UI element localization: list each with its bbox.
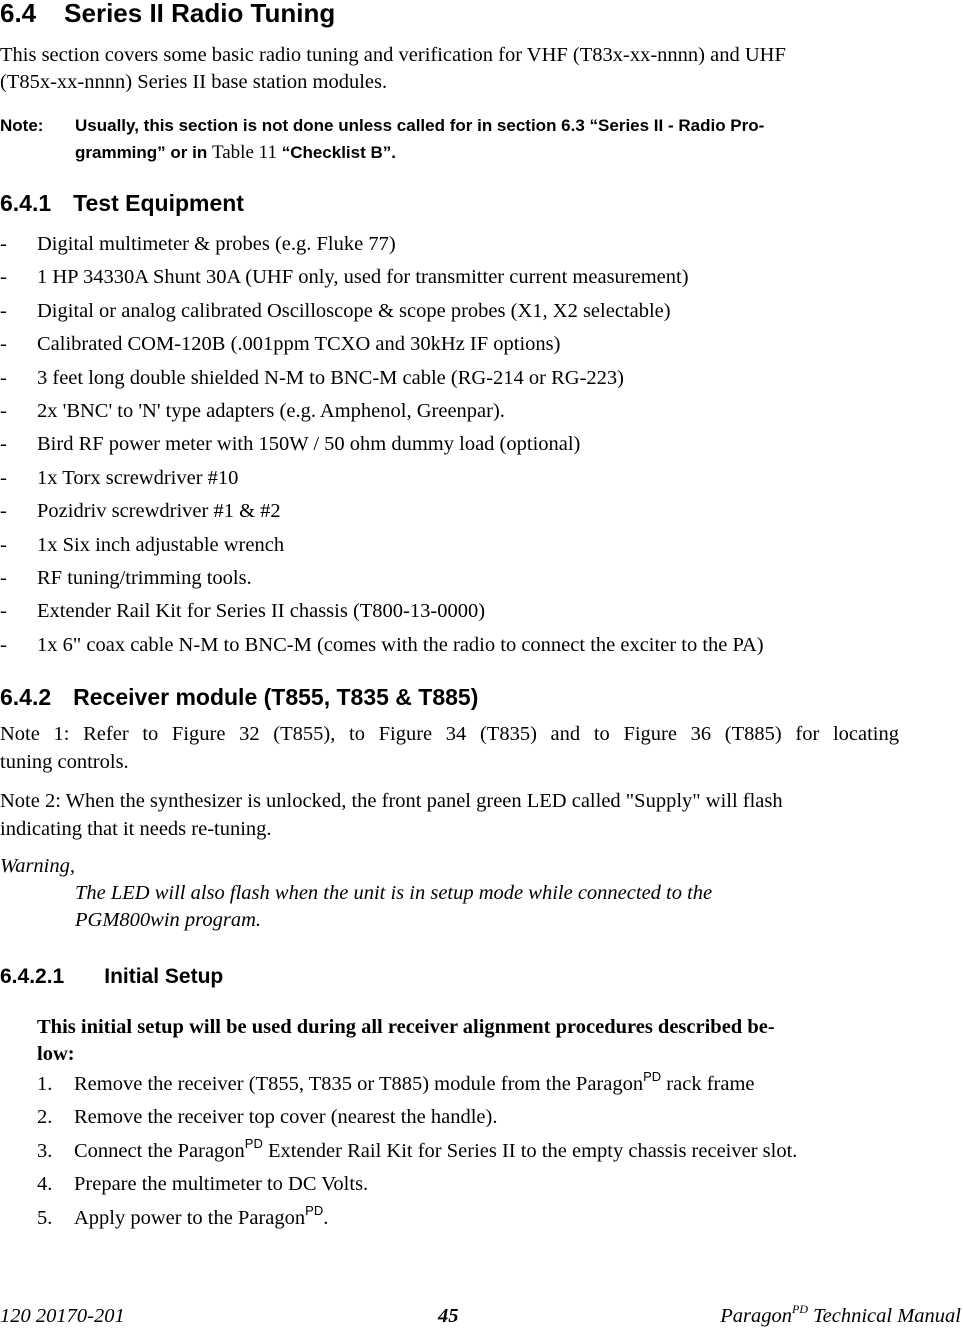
equipment-item	[0, 500, 960, 526]
equipment-item-text: RF tuning/trimming tools.	[37, 567, 252, 589]
list-bullet: -	[0, 299, 7, 322]
equipment-item-text: Calibrated COM-120B (.001ppm TCXO and 30kHz IF options)	[37, 333, 561, 356]
step-text-main: Remove the receiver (T855, T835 or T885) module from the Paragon	[74, 1073, 644, 1095]
equipment-item	[0, 300, 960, 326]
list-bullet: -	[0, 233, 7, 255]
list-bullet: -	[0, 567, 7, 589]
step-text	[74, 1202, 329, 1230]
paragon-superscript: PD	[244, 1135, 263, 1151]
warning-line-1: The LED will also flash when the unit is in setup mode while connected to the	[75, 882, 713, 904]
equipment-item-text: 1x 6" coax cable N-M to BNC-M (comes with the radio to connect the exciter to the PA)	[37, 633, 764, 656]
list-bullet: -	[0, 466, 7, 489]
section-number: 6.4	[0, 0, 37, 28]
setup-step	[37, 1173, 937, 1199]
equipment-item-text: Digital multimeter & probes (e.g. Fluke 77)	[37, 233, 396, 255]
equipment-item	[0, 266, 960, 292]
note-line-2-a: gramming” or in	[75, 143, 208, 162]
receiver-note-1-line-1: Note 1: Refer to Figure 32 (T855), to Figure 34 (T835) and to Figure 36 (T885) for locating	[0, 723, 899, 745]
list-bullet: -	[0, 633, 7, 656]
step-text-main: Remove the receiver top cover (nearest the handle).	[74, 1106, 498, 1129]
equipment-item	[0, 634, 960, 660]
equipment-item-text: Bird RF power meter with 150W / 50 ohm dummy load (optional)	[37, 433, 581, 456]
equipment-item	[0, 400, 960, 426]
list-bullet: -	[0, 533, 7, 556]
setup-step	[37, 1202, 937, 1233]
step-text	[74, 1173, 368, 1196]
list-bullet: -	[0, 366, 7, 389]
list-bullet: -	[0, 266, 7, 289]
equipment-item	[0, 333, 960, 359]
equipment-item-text: 1 HP 34330A Shunt 30A (UHF only, used for transmitter current measurement)	[37, 266, 689, 289]
step-text-main: Connect the Paragon	[74, 1139, 245, 1162]
equipment-item-text: Digital or analog calibrated Oscilloscope & scope probes (X1, X2 selectable)	[37, 299, 671, 322]
list-bullet: -	[0, 433, 7, 456]
footer-manual-title	[720, 1302, 961, 1328]
warning-line-2: PGM800win program.	[75, 909, 262, 931]
section-title: Series II Radio Tuning	[64, 0, 336, 28]
step-number: 1.	[37, 1073, 53, 1095]
footer-title: Technical Manual	[808, 1305, 961, 1327]
equipment-item-text: 1x Six inch adjustable wrench	[37, 533, 285, 556]
equipment-item	[0, 567, 960, 593]
subsubsection-title: Initial Setup	[104, 965, 224, 988]
intro-line-2: (T85x-xx-nnnn) Series II base station modules.	[0, 71, 388, 93]
setup-step	[37, 1106, 937, 1132]
initial-setup-lead-line-1: This initial setup will be used during all receiver alignment procedures described be-	[37, 1016, 775, 1038]
equipment-item	[0, 367, 960, 393]
intro-line-1: This section covers some basic radio tuning and verification for VHF (T83x-xx-nnnn) and UHF	[0, 44, 786, 66]
step-text-main: Prepare the multimeter to DC Volts.	[74, 1173, 369, 1196]
equipment-item-text: 2x 'BNC' to 'N' type adapters (e.g. Amphenol, Greenpar).	[37, 400, 505, 422]
receiver-note-1-line-2: tuning controls.	[0, 751, 129, 773]
step-text	[74, 1106, 497, 1129]
warning-label: Warning,	[0, 855, 75, 877]
receiver-note-2-line-1: Note 2: When the synthesizer is unlocked, the front panel green LED called "Supply" will flash	[0, 790, 783, 812]
note-line-2-b: “Checklist B”.	[281, 143, 396, 162]
subsection-heading-test-equipment	[0, 190, 244, 217]
step-number: 4.	[37, 1173, 53, 1196]
subsubsection-number: 6.4.2.1	[0, 965, 65, 988]
equipment-item-text: 3 feet long double shielded N-M to BNC-M cable (RG-214 or RG-223)	[37, 366, 624, 389]
step-number: 3.	[37, 1139, 53, 1162]
initial-setup-lead-line-2: low:	[37, 1043, 75, 1065]
receiver-note-2-line-2: indicating that it needs re-tuning.	[0, 818, 272, 840]
paragon-superscript: PD	[643, 1069, 662, 1084]
subsection-number: 6.4.1	[0, 190, 52, 216]
footer-brand-superscript: PD	[792, 1302, 809, 1316]
footer-doc-number: 120 20170-201	[0, 1305, 125, 1327]
step-text-tail: Extender Rail Kit for Series II to the empty chassis receiver slot.	[262, 1139, 798, 1162]
equipment-item	[0, 467, 960, 493]
subsection-title: Receiver module (T855, T835 & T885)	[73, 684, 479, 710]
subsection-title: Test Equipment	[73, 190, 244, 216]
footer-page-number: 45	[438, 1305, 459, 1327]
table-reference: Table 11	[211, 142, 277, 163]
equipment-item-text: Extender Rail Kit for Series II chassis (T800-13-0000)	[37, 600, 486, 623]
paragon-superscript: PD	[305, 1202, 324, 1218]
equipment-item	[0, 433, 960, 459]
step-text-tail: .	[323, 1206, 329, 1229]
equipment-item-text: 1x Torx screwdriver #10	[37, 466, 239, 489]
section-heading	[0, 0, 335, 29]
list-bullet: -	[0, 333, 7, 356]
subsection-heading-receiver	[0, 684, 478, 711]
note-label: Note:	[0, 116, 44, 135]
list-bullet: -	[0, 400, 7, 422]
note-line-1: Usually, this section is not done unless called for in section 6.3 “Series II - Radio Pro-	[75, 116, 765, 135]
setup-step	[37, 1135, 937, 1166]
list-bullet: -	[0, 500, 7, 523]
step-text-tail: rack frame	[661, 1073, 755, 1095]
step-text	[74, 1135, 798, 1163]
list-bullet: -	[0, 600, 7, 623]
step-text-main: Apply power to the Paragon	[74, 1206, 306, 1229]
note-line-2	[75, 139, 396, 166]
step-number: 2.	[37, 1106, 53, 1129]
footer-brand: Paragon	[720, 1305, 793, 1327]
step-text	[74, 1069, 755, 1096]
equipment-item	[0, 534, 960, 560]
equipment-item	[0, 233, 960, 259]
step-number: 5.	[37, 1206, 53, 1229]
equipment-item-text: Pozidriv screwdriver #1 & #2	[37, 500, 281, 523]
equipment-item	[0, 600, 960, 626]
subsubsection-heading-initial-setup	[0, 965, 223, 989]
subsection-number: 6.4.2	[0, 684, 52, 710]
setup-step	[37, 1069, 937, 1099]
